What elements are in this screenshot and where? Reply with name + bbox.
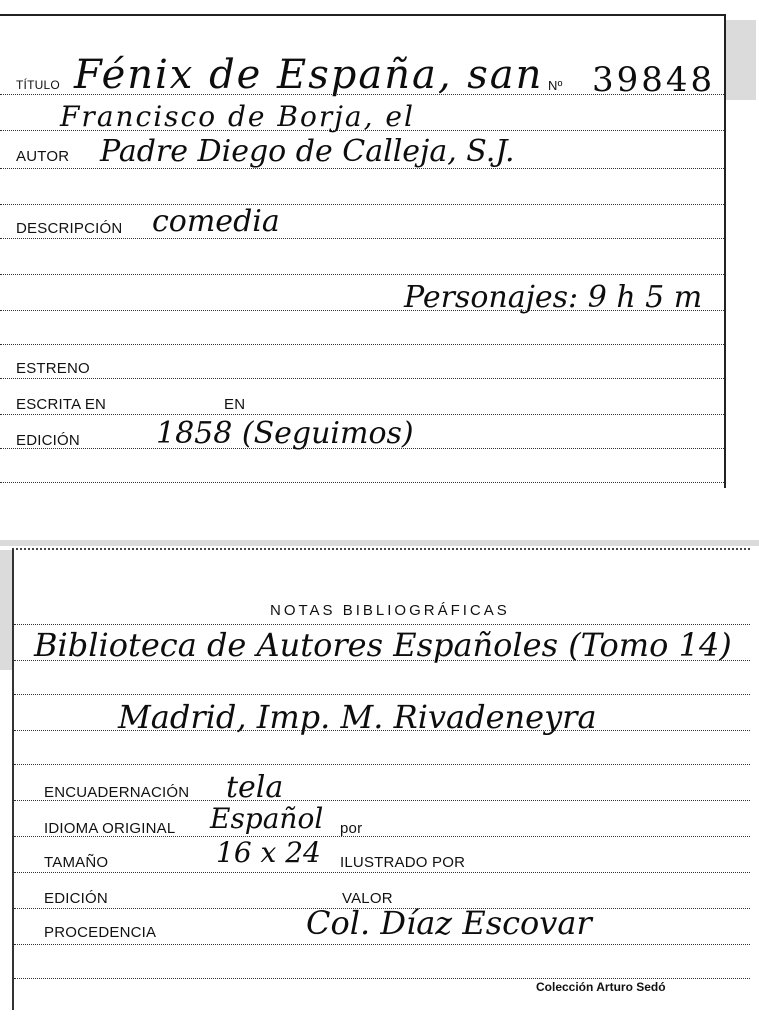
rule [0, 204, 724, 205]
estreno-label: ESTRENO [16, 360, 90, 377]
titulo-label: TÍTULO [16, 78, 60, 92]
rule [14, 624, 750, 625]
rule [14, 694, 750, 695]
catalog-card-front [0, 14, 726, 488]
rule [14, 764, 750, 765]
ilustrado-label: ILUSTRADO POR [340, 854, 466, 871]
catalog-card-back [12, 548, 750, 1010]
rule [14, 978, 750, 979]
notas-title: NOTAS BIBLIOGRÁFICAS [270, 602, 510, 619]
en-label: EN [224, 396, 246, 413]
personajes-value: Personajes: 9 h 5 m [404, 280, 703, 315]
idioma-label: IDIOMA ORIGINAL [44, 820, 176, 837]
scan-noise [0, 550, 12, 670]
descripcion-label: DESCRIPCIÓN [16, 220, 123, 237]
tamano-label: TAMAÑO [44, 854, 109, 871]
numero-value: 39848 [592, 60, 716, 100]
rule [14, 944, 750, 945]
tamano-value: 16 x 24 [216, 836, 321, 869]
procedencia-value: Col. Díaz Escovar [306, 904, 592, 942]
por-label: por [340, 820, 363, 837]
rule [0, 482, 724, 483]
autor-label: AUTOR [16, 148, 70, 165]
collection-footer: Colección Arturo Sedó [536, 980, 666, 994]
notas-line1: Biblioteca de Autores Españoles (Tomo 14) [34, 626, 732, 664]
notas-line2: Madrid, Imp. M. Rivadeneyra [118, 698, 597, 736]
titulo-value-line2: Francisco de Borja, el [60, 100, 415, 133]
edicion-label: EDICIÓN [16, 432, 80, 449]
encuadernacion-value: tela [226, 770, 284, 805]
scan-noise [0, 540, 759, 546]
rule [0, 378, 724, 379]
autor-value: Padre Diego de Calleja, S.J. [100, 134, 515, 169]
edicion-label-back: EDICIÓN [44, 890, 108, 907]
numero-label: Nº [548, 78, 563, 93]
encuadernacion-label: ENCUADERNACIÓN [44, 784, 190, 801]
titulo-value-line1: Fénix de España, san [74, 52, 544, 98]
rule [0, 274, 724, 275]
rule [0, 238, 724, 239]
descripcion-value: comedia [152, 204, 280, 239]
edicion-value: 1858 (Seguimos) [156, 416, 414, 451]
rule [0, 414, 724, 415]
rule [0, 344, 724, 345]
procedencia-label: PROCEDENCIA [44, 924, 157, 941]
escrita-en-label: ESCRITA EN [16, 396, 107, 413]
scan-noise [726, 20, 756, 100]
idioma-value: Español [210, 802, 324, 835]
rule [14, 872, 750, 873]
valor-label: VALOR [342, 890, 393, 907]
